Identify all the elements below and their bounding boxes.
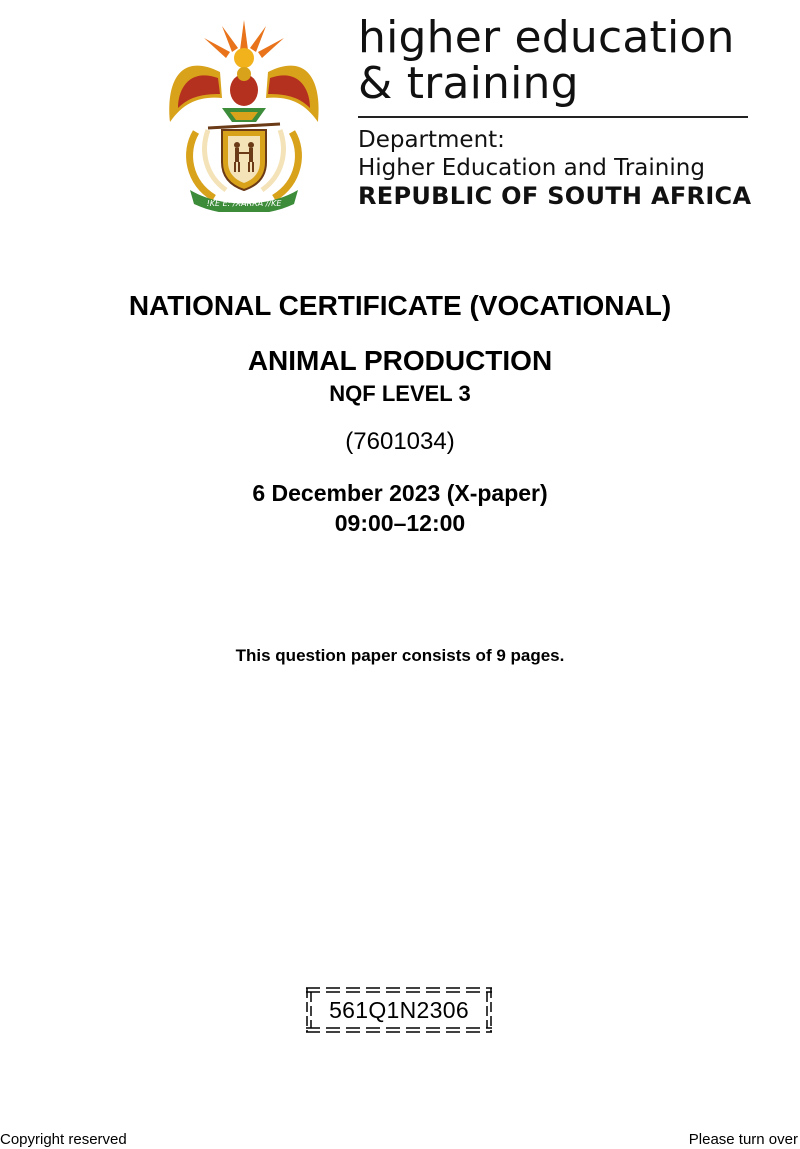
subject-title: ANIMAL PRODUCTION — [247, 345, 553, 376]
coat-of-arms-icon — [160, 12, 328, 212]
coat-of-arms-motto: !KE E: /XARRA //KE — [206, 199, 282, 208]
brand-title-line2: & training — [358, 58, 579, 109]
brand-divider — [358, 116, 748, 118]
department-label: Department: — [358, 127, 505, 153]
department-name: Higher Education and Training — [358, 155, 705, 181]
page-header — [160, 12, 760, 217]
footer-copyright: Copyright reserved — [0, 1131, 127, 1148]
certificate-title: NATIONAL CERTIFICATE (VOCATIONAL) — [128, 290, 672, 321]
brand-title-line1: higher education — [358, 12, 735, 63]
paper-code: 561Q1N2306 — [329, 997, 469, 1023]
exam-date: 6 December 2023 (X-paper) — [252, 480, 548, 506]
country-name: REPUBLIC OF SOUTH AFRICA — [358, 182, 752, 210]
page-count-note: This question paper consists of 9 pages. — [235, 646, 565, 665]
subject-code: (7601034) — [345, 428, 455, 455]
paper-code-box — [304, 985, 494, 1035]
footer-turn-over: Please turn over — [688, 1131, 798, 1148]
department-brand — [358, 12, 758, 210]
nqf-level: NQF LEVEL 3 — [329, 381, 471, 406]
exam-time: 09:00–12:00 — [334, 510, 466, 536]
